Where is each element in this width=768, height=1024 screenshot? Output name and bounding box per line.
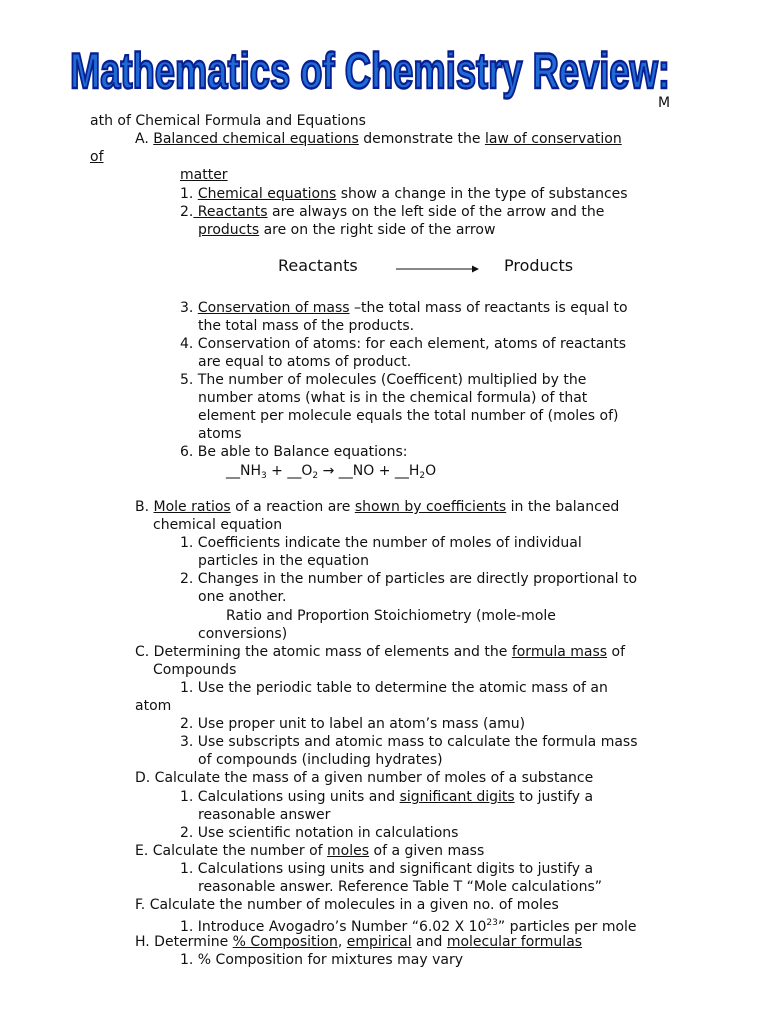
- section-a-item-4-cont: are equal to atoms of product.: [198, 354, 412, 370]
- section-a-item-1: 1. Chemical equations show a change in the type of substances: [180, 186, 628, 202]
- flow-reactants-label: Reactants: [278, 256, 358, 275]
- flow-products-label: Products: [504, 256, 574, 275]
- title-wordart: [60, 34, 680, 106]
- section-a-heading: A. Balanced chemical equations demonstrate the law of conservation: [135, 131, 622, 147]
- section-c-heading: C. Determining the atomic mass of elements and the formula mass of: [135, 644, 626, 660]
- section-b-heading-cont: chemical equation: [153, 517, 283, 533]
- section-b-item-2: 2. Changes in the number of particles are directly proportional to: [180, 571, 638, 587]
- section-c-item-3: 3. Use subscripts and atomic mass to calculate the formula mass: [180, 734, 638, 750]
- section-a-item-5-cont: number atoms (what is in the chemical formula) of that: [198, 390, 588, 406]
- section-d-item-1: 1. Calculations using units and significant digits to justify a: [180, 789, 594, 805]
- section-c-heading-cont: Compounds: [153, 662, 237, 678]
- section-c-item-1-cont: atom: [135, 698, 172, 714]
- section-d-heading: D. Calculate the mass of a given number of moles of a substance: [135, 770, 594, 786]
- section-e-item-1-cont: reasonable answer. Reference Table T “Mole calculations”: [198, 879, 602, 895]
- section-f-heading: F. Calculate the number of molecules in a given no. of moles: [135, 897, 559, 913]
- arrow-right-icon: [394, 263, 480, 275]
- section-a-item-2: 2. Reactants are always on the left side of the arrow and the: [180, 204, 605, 220]
- section-b-note: Ratio and Proportion Stoichiometry (mole-mole: [226, 608, 556, 624]
- m-fragment: M: [658, 95, 671, 111]
- section-b-note-cont: conversions): [198, 626, 288, 642]
- section-c-item-1: 1. Use the periodic table to determine the atomic mass of an: [180, 680, 608, 696]
- section-a-item-2-cont: products are on the right side of the arrow: [198, 222, 496, 238]
- section-b-item-1: 1. Coefficients indicate the number of moles of individual: [180, 535, 582, 551]
- section-a-item-3-cont: the total mass of the products.: [198, 318, 415, 334]
- section-d-item-2: 2. Use scientific notation in calculations: [180, 825, 459, 841]
- section-a-item-5-cont2: element per molecule equals the total number of (moles of): [198, 408, 619, 424]
- section-b-item-2-cont: one another.: [198, 589, 287, 605]
- section-h-item-1: 1. % Composition for mixtures may vary: [180, 952, 463, 968]
- section-c-item-2: 2. Use proper unit to label an atom’s mass (amu): [180, 716, 526, 732]
- balance-equation: $\_\_NH_3$ + $\_\_O_2$ → __NO + $\_\_H_2O$: [226, 463, 437, 481]
- header-line: ath of Chemical Formula and Equations: [90, 113, 366, 129]
- section-d-item-1-cont: reasonable answer: [198, 807, 331, 823]
- section-e-heading: E. Calculate the number of moles of a given mass: [135, 843, 485, 859]
- section-a-item-3: 3. Conservation of mass –the total mass of reactants is equal to: [180, 300, 628, 316]
- page-title: Mathematics of Chemistry Review:: [70, 43, 670, 99]
- section-b-item-1-cont: particles in the equation: [198, 553, 369, 569]
- section-a-item-4: 4. Conservation of atoms: for each element, atoms of reactants: [180, 336, 627, 352]
- section-c-item-3-cont: of compounds (including hydrates): [198, 752, 443, 768]
- section-e-item-1: 1. Calculations using units and significant digits to justify a: [180, 861, 594, 877]
- section-f-item-1: 1. Introduce Avogadro’s Number “6.02 X $10^{23}$” particles per mole: [180, 918, 637, 935]
- section-a-item-6: 6. Be able to Balance equations:: [180, 444, 408, 460]
- section-h-heading: H. Determine % Composition, empirical and molecular formulas: [135, 934, 583, 950]
- section-b-heading: B. Mole ratios of a reaction are shown by coefficients in the balanced: [135, 499, 620, 515]
- section-a-item-5: 5. The number of molecules (Coefficent) multiplied by the: [180, 372, 587, 388]
- section-a-heading-cont2: matter: [180, 167, 228, 183]
- section-a-heading-cont: of: [90, 149, 104, 165]
- section-a-item-5-cont3: atoms: [198, 426, 242, 442]
